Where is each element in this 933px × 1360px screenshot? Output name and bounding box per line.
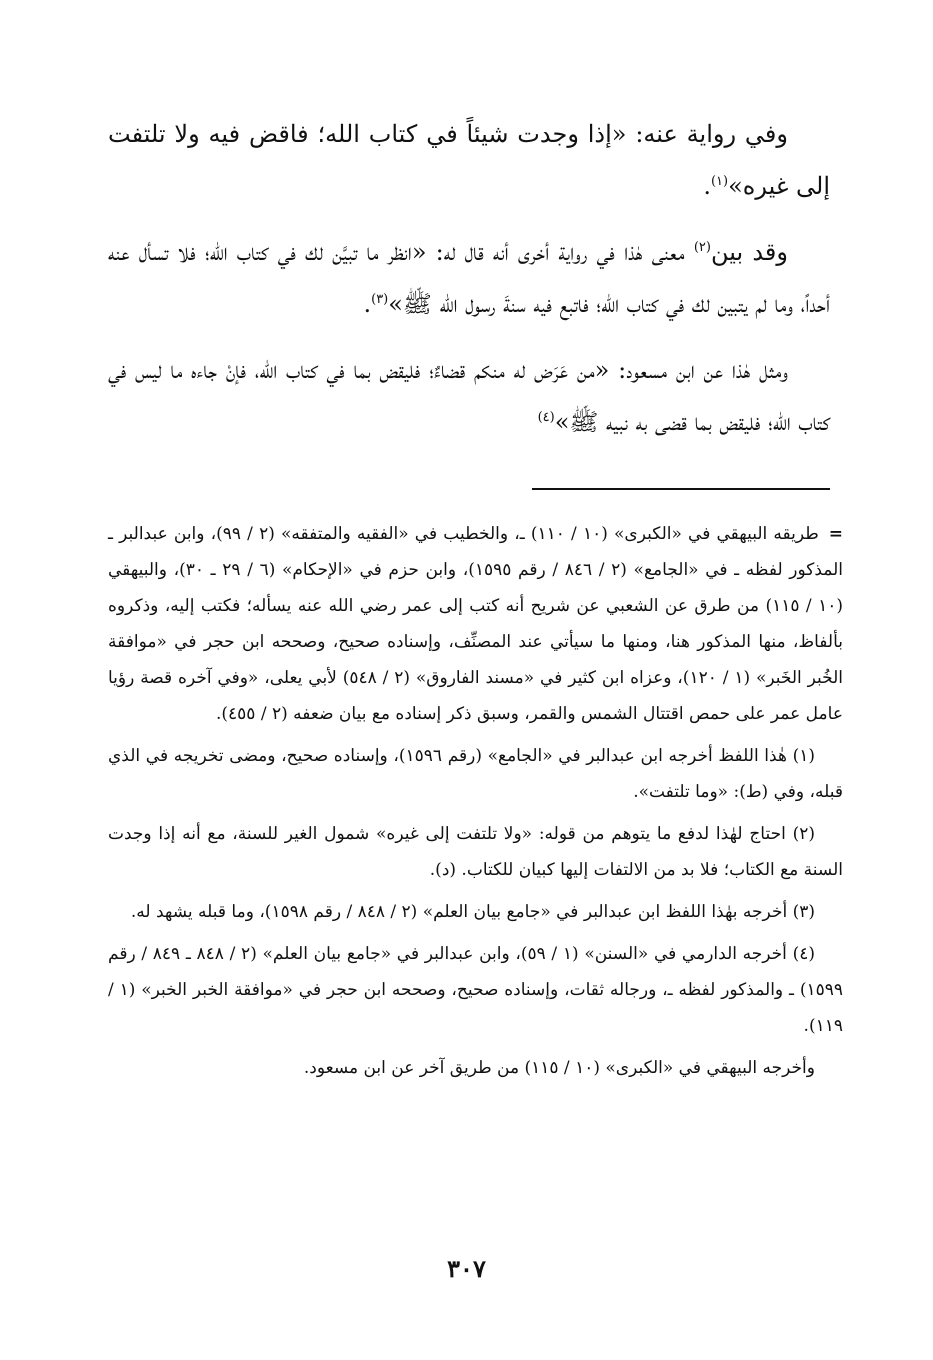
- paragraph-1: [108, 108, 830, 212]
- footnote-continuation-text: طريقه البيهقي في «الكبرى» (١٠ / ١١٠) ـ، والخطيب في «الفقيه والمتفقه» (٢ / ٩٩)، وابن عبدالبر ـ المذكور لفظه ـ في «الجامع» (٢ / ٨٤٦ / رقم ١٥٩٥)، وابن حزم في «الإحكام» (٦ / ٢٩ ـ ٣٠)، والبيهقي (١٠ / ١١٥) من طرق عن الشعبي عن شريح أنه كتب إلى عمر رضي الله عنه يسأله؛ فكتب إليه، وذكروه بألفاظ، منها المذكور هنا، ومنها ما سيأتي عند المصنِّف، وإسناده صحيح، وصححه ابن حجر في «موافقة الخُبر الخَبر» (١ / ١٢٠)، وعزاه ابن كثير في «مسند الفاروق» (٢ / ٥٤٨) لأبي يعلى، «وفي آخره قصة رؤيا عامل عمر على حمص اقتتال الشمس والقمر، وسبق ذكر إسناده مع بيان ضعفه (٢ / ٤٥٥).: [108, 524, 844, 724]
- continuation-mark: =: [828, 524, 843, 544]
- footnote-ref-2: (٢): [693, 240, 711, 255]
- main-text: [108, 108, 830, 462]
- footnote-3: (٣) أخرجه بهٰذا اللفظ ابن عبدالبر في «جامع بيان العلم» (٢ / ٨٤٨ / رقم ١٥٩٨)، وما قبله يشهد له.: [130, 902, 815, 922]
- footnote-4: (٤) أخرجه الدارمي في «السنن» (١ / ٥٩)، وابن عبدالبر في «جامع بيان العلم» (٢ / ٨٤٨ ـ ٨٤٩ / رقم ١٥٩٩) ـ والمذكور لفظه ـ، ورجاله ثقات، وإسناده صحيح، وصححه ابن حجر في «موافقة الخبر الخبر» (١ / ١١٩).: [108, 944, 843, 1036]
- paragraph-1-end: .: [703, 172, 711, 200]
- paragraph-3-text: ومثل هٰذا عن ابن مسعود: «من عَرَض له منكم قضاءٌ؛ فليقض بما في كتاب الله، فإنْ جاءه ما ليس في كتاب الله؛ فليقض بما قضى به نبيه ﷺ»: [108, 356, 830, 436]
- paragraph-3: [108, 344, 830, 448]
- footnote-ref-1: (١): [710, 174, 729, 189]
- footnote-4-extra: وأخرجه البيهقي في «الكبرى» (١٠ / ١١٥) من طريق آخر عن ابن مسعود.: [303, 1058, 815, 1078]
- paragraph-2-end: .: [363, 290, 372, 318]
- footnote-1: (١) هٰذا اللفظ أخرجه ابن عبدالبر في «الجامع» (رقم ١٥٩٦)، وإسناده صحيح، ومضى تخريجه في الذي قبله، وفي (ط): «وما تلتفت».: [108, 746, 843, 802]
- paragraph-2-text-b: معنى هٰذا في رواية أخرى أنه قال له: «انظر ما تبيَّن لك في كتاب الله؛ فلا تسأل عنه أحداً، وما لم يتبين لك في كتاب الله؛ فاتبع فيه سنةَ رسول الله ﷺ»: [108, 238, 830, 318]
- paragraph-2-text-a: وقد بين: [710, 238, 788, 266]
- paragraph-2: [108, 226, 830, 330]
- footnote-ref-3: (٣): [371, 292, 389, 307]
- paragraph-1-text: وفي رواية عنه: «إذا وجدت شيئاً في كتاب الله؛ فاقض فيه ولا تلتفت إلى غيره»: [108, 120, 830, 200]
- footnotes: [108, 516, 843, 1092]
- page-number: ٣٠٧: [447, 1254, 486, 1283]
- footnote-continuation: [108, 516, 843, 732]
- footnote-separator: [532, 488, 830, 490]
- footnote-2: (٢) احتاج لهٰذا لدفع ما يتوهم من قوله: «ولا تلتفت إلى غيره» شمول الغير للسنة، مع أنه إذا وجدت السنة مع الكتاب؛ فلا بد من الالتفات إليها كبيان للكتاب. (د).: [108, 824, 843, 880]
- footnote-ref-4: (٤): [537, 410, 555, 425]
